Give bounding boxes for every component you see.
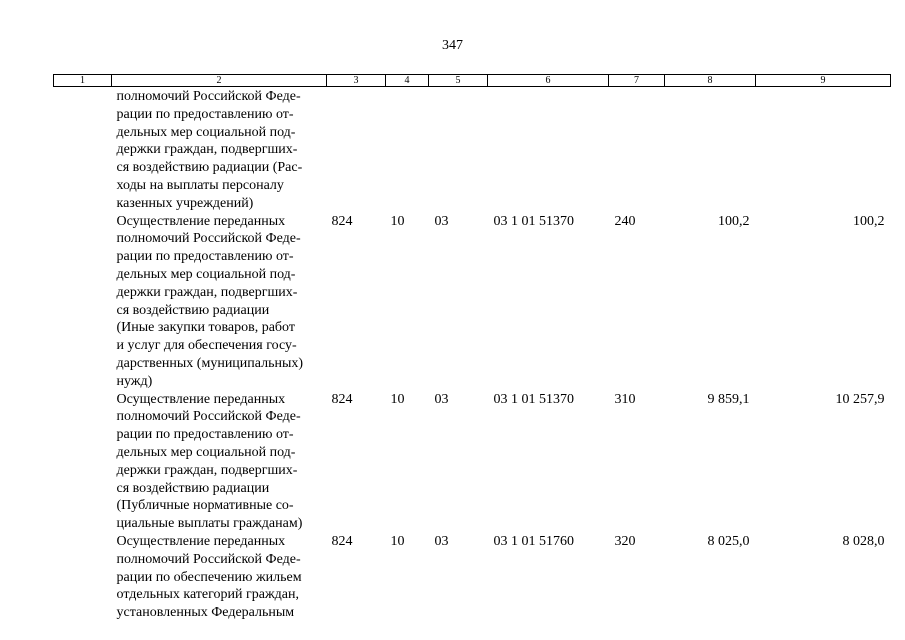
name-line: ся воздействию радиации (Рас- [116,160,303,176]
cell-grbs: 824 [331,391,353,407]
name-line: дельных мер социальной под- [116,124,296,140]
table-row [54,533,891,622]
cell-grbs [327,87,386,213]
cell-vr: 320 [614,533,636,549]
name-line: полномочий Российской Феде- [116,551,301,567]
cell-sum-1: 100,2 [718,213,750,229]
page-number: 347 [442,38,463,53]
name-line: Осуществление переданных [116,391,286,407]
name-line: отдельных категорий граждан, [116,587,299,603]
column-header-5: 5 [429,75,488,87]
name-line: и услуг для обеспечения госу- [116,338,297,354]
name-line: держки граждан, подвергших- [116,142,298,158]
name-line: (Публичные нормативные со- [116,498,294,514]
name-line: нужд) [116,373,153,389]
cell-sum-1: 9 859,1 [707,391,750,407]
cell-sum-1 [665,87,756,213]
name-line: установленных Федеральным [116,605,295,621]
cell-number [54,533,112,622]
table-body [54,87,891,622]
cell-csr [488,87,609,213]
name-line: полномочий Российской Феде- [116,89,301,104]
name-line: полномочий Российской Феде- [116,231,301,247]
column-header-2: 2 [112,75,327,87]
cell-number [54,213,112,391]
cell-sum-2: 8 028,0 [842,533,885,549]
name-line: ся воздействию радиации [116,302,270,318]
cell-name [112,533,327,622]
cell-vr: 240 [614,213,636,229]
cell-csr: 03 1 01 51370 [493,391,574,407]
column-header-1: 1 [54,75,112,87]
name-line: полномочий Российской Феде- [116,409,301,425]
cell-vr: 310 [614,391,636,407]
cell-rz [386,87,429,213]
cell-grbs: 824 [331,213,353,229]
name-line: дельных мер социальной под- [116,444,296,460]
column-header-6: 6 [488,75,609,87]
cell-number [54,87,112,213]
cell-name [112,87,327,213]
name-line: рации по предоставлению от- [116,249,294,265]
name-line: дарственных (муниципальных) [116,355,304,371]
cell-pr: 03 [434,533,449,549]
name-line: дельных мер социальной под- [116,266,296,282]
cell-name [112,213,327,391]
cell-name [112,391,327,533]
name-line: держки граждан, подвергших- [116,284,298,300]
cell-rz: 10 [390,391,405,407]
cell-csr: 03 1 01 51370 [493,213,574,229]
budget-table [53,74,891,622]
cell-vr [609,87,665,213]
name-line: Осуществление переданных [116,533,286,549]
cell-sum-1: 8 025,0 [707,533,750,549]
column-header-4: 4 [386,75,429,87]
cell-pr: 03 [434,213,449,229]
column-number-row [54,75,891,87]
cell-grbs: 824 [331,533,353,549]
name-line: рации по предоставлению от- [116,427,294,443]
cell-rz: 10 [390,213,405,229]
cell-pr [429,87,488,213]
name-line: ся воздействию радиации [116,480,270,496]
cell-sum-2: 10 257,9 [835,391,885,407]
name-line: держки граждан, подвергших- [116,462,298,478]
column-header-8: 8 [665,75,756,87]
name-line: циальные выплаты гражданам) [116,516,303,532]
column-header-7: 7 [609,75,665,87]
table-row [54,87,891,213]
table-row [54,213,891,391]
cell-number [54,391,112,533]
column-header-9: 9 [756,75,891,87]
cell-sum-2: 100,2 [853,213,885,229]
name-line: ходы на выплаты персоналу [116,177,284,193]
cell-rz: 10 [390,533,405,549]
table-row [54,391,891,533]
name-line: (Иные закупки товаров, работ [116,320,295,336]
name-line: рации по предоставлению от- [116,106,294,122]
name-line: казенных учреждений) [116,195,254,211]
cell-csr: 03 1 01 51760 [493,533,574,549]
cell-pr: 03 [434,391,449,407]
name-line: рации по обеспечению жильем [116,569,302,585]
table-header [54,75,891,87]
name-line: Осуществление переданных [116,213,286,229]
cell-sum-2 [756,87,891,213]
column-header-3: 3 [327,75,386,87]
